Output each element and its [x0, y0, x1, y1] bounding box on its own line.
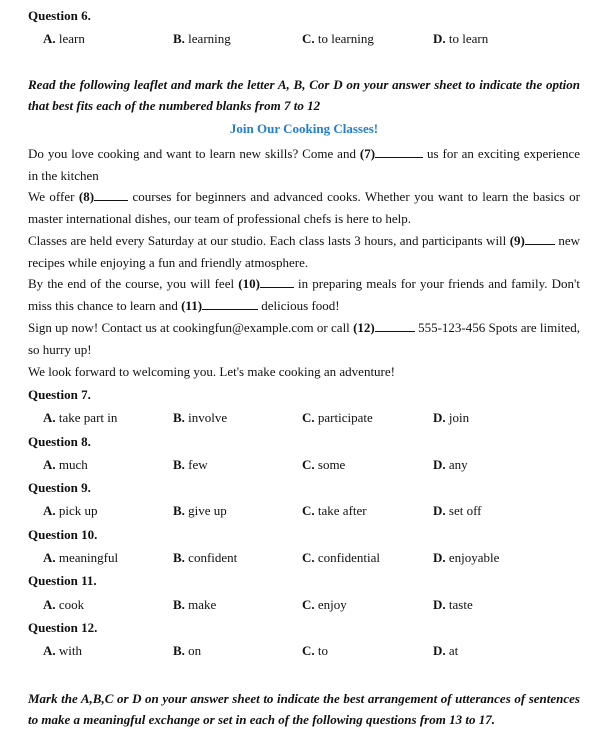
question-7-options	[0, 410, 608, 428]
question-9-title: Question 9.	[28, 480, 91, 495]
blank-7	[375, 146, 423, 158]
option-c: C. some	[302, 457, 346, 472]
question-10-options	[0, 550, 608, 568]
leaflet-paragraph-4: By the end of the course, you will feel (10) in preparing meals for your friends and family. Don't miss this chance to learn and (11) delicious food!	[28, 276, 580, 313]
leaflet-paragraph-2: We offer (8) courses for beginners and advanced cooks. Whether you want to learn the basics or master international dishes, our team of professional chefs is here to help.	[28, 189, 580, 226]
option-a: A. pick up	[43, 503, 98, 518]
leaflet-paragraph-3: Classes are held every Saturday at our studio. Each class lasts 3 hours, and participants will (9) new recipes while enjoying a fun and friendly atmosphere.	[28, 233, 580, 270]
option-d: D. enjoyable	[433, 550, 500, 565]
option-b: B. involve	[173, 410, 228, 425]
question-6-options	[0, 31, 608, 49]
option-a: A. learn	[43, 31, 85, 46]
option-b: B. give up	[173, 503, 227, 518]
option-d: D. taste	[433, 597, 473, 612]
leaflet-paragraph-1: Do you love cooking and want to learn new skills? Come and (7) us for an exciting experience in the kitchen	[28, 146, 580, 183]
option-d: D. at	[433, 643, 459, 658]
question-6-title: Question 6.	[28, 8, 91, 23]
question-12-options	[0, 643, 608, 661]
instruction-13-17: Mark the A,B,C or D on your answer sheet to indicate the best arrangement of utterances of sentences to make a meaningful exchange or set in each of the following questions from 13 to 17.	[28, 691, 580, 727]
option-a: A. much	[43, 457, 88, 472]
blank-8	[94, 189, 128, 201]
question-11-options	[0, 597, 608, 615]
blank-9	[525, 233, 555, 245]
question-8-options	[0, 457, 608, 475]
option-b: B. few	[173, 457, 208, 472]
option-b: B. learning	[173, 31, 231, 46]
option-c: C. enjoy	[302, 597, 347, 612]
option-b: B. on	[173, 643, 202, 658]
question-12-title: Question 12.	[28, 620, 98, 635]
option-c: C. to	[302, 643, 329, 658]
option-b: B. make	[173, 597, 217, 612]
option-d: D. any	[433, 457, 468, 472]
option-a: A. with	[43, 643, 83, 658]
option-a: A. meaningful	[43, 550, 119, 565]
option-b: B. confident	[173, 550, 238, 565]
option-a: A. cook	[43, 597, 85, 612]
leaflet-title: Join Our Cooking Classes!	[229, 121, 379, 136]
option-c: C. participate	[302, 410, 373, 425]
option-d: D. set off	[433, 503, 482, 518]
blank-12	[375, 320, 415, 332]
option-d: D. join	[433, 410, 470, 425]
question-8-title: Question 8.	[28, 434, 91, 449]
option-c: C. take after	[302, 503, 367, 518]
option-a: A. take part in	[43, 410, 118, 425]
option-d: D. to learn	[433, 31, 489, 46]
leaflet-paragraph-6: We look forward to welcoming you. Let's make cooking an adventure!	[28, 364, 395, 379]
leaflet-paragraph-5: Sign up now! Contact us at cookingfun@example.com or call (12) 555-123-456 Spots are limited, so hurry up!	[28, 320, 580, 357]
question-7-title: Question 7.	[28, 387, 91, 402]
question-10-title: Question 10.	[28, 527, 98, 542]
question-11-title: Question 11.	[28, 573, 97, 588]
instruction-7-12: Read the following leaflet and mark the letter A, B, Cor D on your answer sheet to indicate the option that best fits each of the numbered blanks from 7 to 12	[28, 77, 580, 113]
option-c: C. to learning	[302, 31, 374, 46]
option-c: C. confidential	[302, 550, 380, 565]
blank-11	[202, 298, 258, 310]
question-9-options	[0, 503, 608, 521]
blank-10	[260, 276, 294, 288]
